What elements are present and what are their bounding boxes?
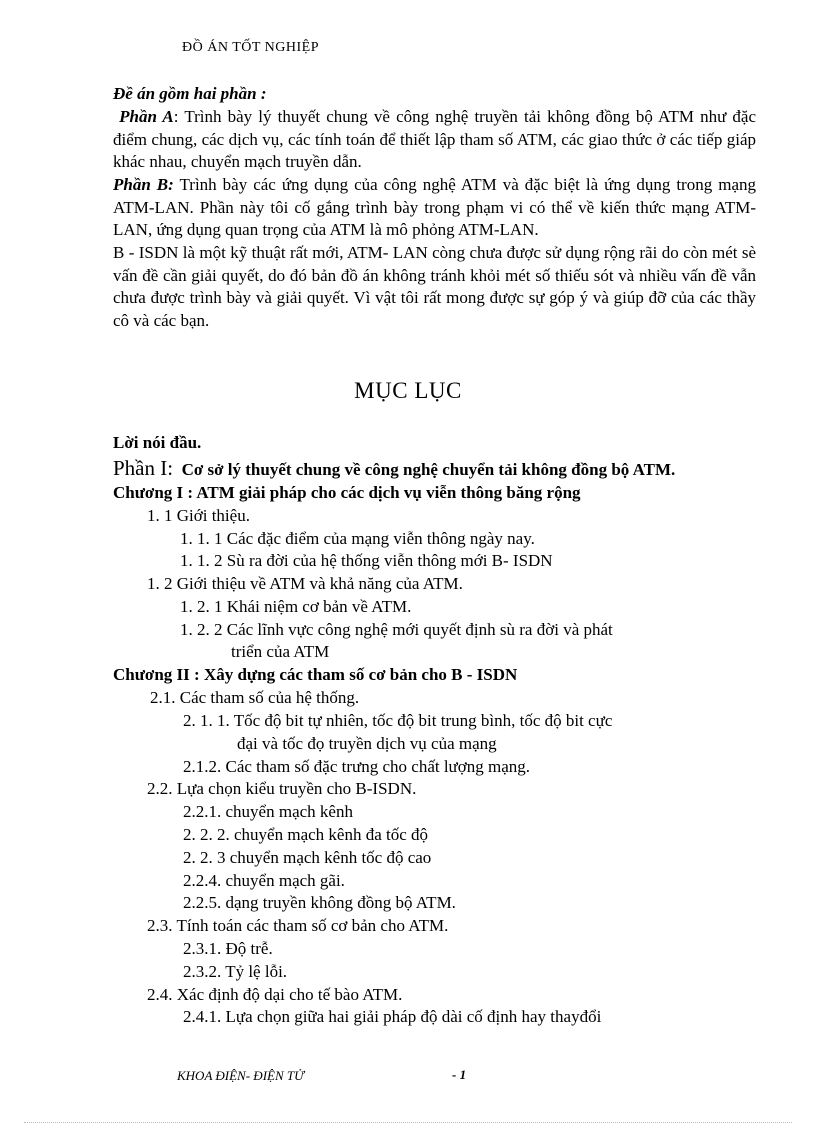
toc-entry-continuation: đại và tốc đọ truyền dịch vụ của mạng [237,734,497,753]
toc-entry: 2.2.5. dạng truyền không đồng bộ ATM. [183,893,456,912]
part-a-text: : Trình bày lý thuyết chung về công nghệ truyền tải không đồng bộ ATM như đặc điểm chung, các dịch vụ, các tính toán để thiết lập tham số ATM, các giao thức ở các tiếp giáp khác nhau, chuyển mạch truyền dẫn. [113,107,757,171]
toc-preface: Lời nói đầu. [113,433,202,452]
footer-page-number: - 1 [452,1067,467,1082]
toc-title: MỤC LỤC [354,378,462,403]
part-b-label: Phần B: [113,175,174,194]
part-a-paragraph [113,106,756,174]
toc-part-1-title: Cơ sở lý thuyết chung về công nghệ chuyển tải không đồng bộ ATM. [181,460,676,479]
toc-chapter-1-label: Chương I [113,483,184,502]
toc-part-1 [113,456,675,481]
toc-entry: 2. 2. 3 chuyển mạch kênh tốc độ cao [183,848,432,867]
toc-entry: 1. 1 Giới thiệu. [147,506,250,525]
toc-entry: 2.2. Lựa chọn kiểu truyền cho B-ISDN. [147,779,417,798]
toc-chapter-1 [113,483,581,503]
toc-chapter-1-title: : ATM giải pháp cho các dịch vụ viễn thông băng rộng [183,483,581,502]
toc-entry: 1. 2. 2 Các lĩnh vực công nghệ mới quyết định sù ra đời và phát [180,620,613,639]
part-b-text: Trình bày các ứng dụng của công nghệ ATM và đặc biệt là ứng dụng trong mạng ATM-LAN. Phần này tôi cố gắng trình bày trong phạm vi có thể về kiến thức mạng ATM-LAN, ứng dụng quan trọng của ATM là mô phỏng ATM-LAN. [113,175,756,239]
toc-entry: 2.3. Tính toán các tham số cơ bản cho ATM. [147,916,449,935]
part-b-paragraph [113,174,756,242]
toc-entry: 2.1.2. Các tham số đặc trưng cho chất lượng mạng. [183,757,531,776]
toc-chapter-2: Chương II : Xây dựng các tham số cơ bản cho B - ISDN [113,665,518,684]
toc-entry: 1. 1. 1 Các đặc điểm của mạng viễn thông ngày nay. [180,529,535,548]
toc-entry: 2.2.4. chuyển mạch gãi. [183,871,345,890]
toc-entry: 1. 2 Giới thiệu về ATM và khả năng của ATM. [147,574,463,593]
toc-entry: 2.3.1. Độ trễ. [183,939,273,958]
footer-faculty: KHOA ĐIỆN- ĐIỆN TỬ [177,1068,304,1083]
toc-entry: 1. 2. 1 Khái niệm cơ bản về ATM. [180,597,412,616]
toc-entry: 2. 1. 1. Tốc độ bit tự nhiên, tốc độ bit trung bình, tốc độ bit cực [183,711,613,730]
toc-entry-continuation: triển của ATM [231,642,330,661]
toc-part-1-label: Phần I: [113,456,174,480]
toc-entry: 2. 2. 2. chuyển mạch kênh đa tốc độ [183,825,429,844]
toc-entry: 2.4.1. Lựa chọn giữa hai giải pháp độ dài cố định hay thayđổi [183,1007,602,1026]
toc-entry: 1. 1. 2 Sù ra đời của hệ thống viễn thông mới B- ISDN [180,551,553,570]
toc-entry: 2.1. Các tham số của hệ thống. [150,688,360,707]
closing-paragraph: B - ISDN là một kỹ thuật rất mới, ATM- LAN còng chưa được sử dụng rộng rãi do còn mét sè vấn đề cần giải quyết, do đó bản đồ án không tránh khỏi mét số thiếu sót và nhiều vấn đề vẫn chưa được trình bày và giải quyết. Vì vật tôi rất mong được sự góp ý và giúp đỡ của các thầy cô và các bạn. [113,243,756,330]
part-a-label: Phần A [119,107,174,126]
toc-entry: 2.3.2. Tỷ lệ lỗi. [183,962,288,981]
toc-entry: 2.2.1. chuyển mạch kênh [183,802,353,821]
intro-heading: Đề án gồm hai phần : [113,84,267,103]
toc-entry: 2.4. Xác định độ dại cho tế bào ATM. [147,985,403,1004]
document-header: ĐỒ ÁN TỐT NGHIỆP [182,40,319,55]
